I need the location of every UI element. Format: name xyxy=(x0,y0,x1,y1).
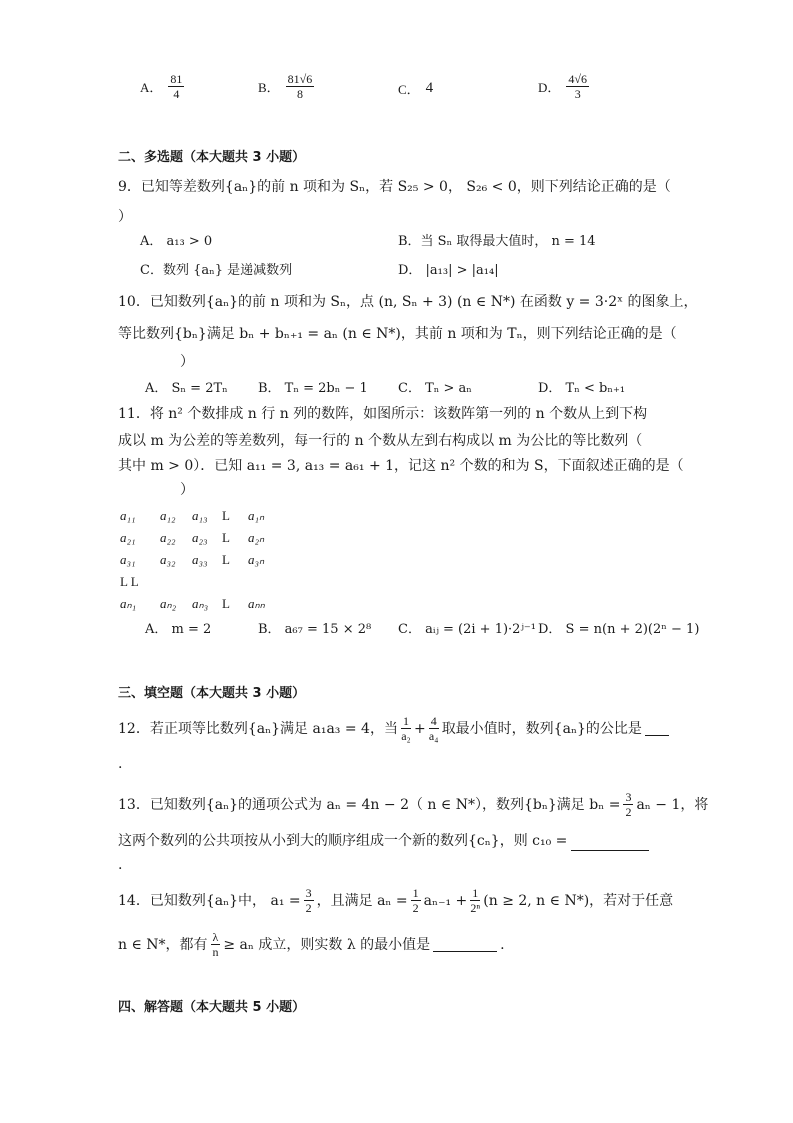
q14-text-mid2: aₙ₋₁ + xyxy=(423,892,468,909)
fraction: $\frac{3}{2}$ xyxy=(625,790,632,819)
q10-option-a: A． Sₙ = 2Tₙ xyxy=(145,381,228,396)
q13-text-line2: 这两个数列的公共项按从小到大的顺序组成一个新的数列{cₙ}，则 c₁₀ = xyxy=(118,833,568,849)
q9-option-d: D． |a₁₃| > |a₁₄| xyxy=(398,263,499,278)
matrix-cell: a₁₃ xyxy=(192,508,208,523)
q12-text-post: 取最小值时，数列{aₙ}的公比是 xyxy=(441,720,642,737)
matrix-cell: L xyxy=(222,552,230,567)
matrix-cell: a₂ₙ xyxy=(248,530,265,545)
matrix-row xyxy=(120,530,280,552)
answer-blank[interactable] xyxy=(571,836,649,851)
matrix-cell: a₂₃ xyxy=(192,530,208,545)
matrix-cell: L xyxy=(222,530,230,545)
fraction: $\frac{1}{\text{2ⁿ}}$ xyxy=(470,886,481,915)
q12-text-pre: 12．若正项等比数列{aₙ}满足 a₁a₃ = 4，当 xyxy=(118,720,398,737)
section-heading-3: 三、填空题（本大题共 3 小题） xyxy=(118,686,306,701)
q14-text-line2-post: ≥ aₙ 成立，则实数 λ 的最小值是 xyxy=(223,936,431,953)
q9-option-c: C．数列 {aₙ} 是递减数列 xyxy=(140,263,293,278)
q14-text-mid: ，且满足 aₙ = xyxy=(316,892,408,909)
q10-option-b: B． Tₙ = 2bₙ − 1 xyxy=(258,381,368,396)
fraction: $\frac{1}{\text{a₂}}$ xyxy=(401,714,411,743)
q13-stem-line1 xyxy=(118,790,708,819)
q9-stem-line1: 9．已知等差数列{aₙ}的前 n 项和为 Sₙ，若 S₂₅ > 0， S₂₆ < 0，则下列结论正确的是（ xyxy=(118,179,671,195)
q13-text-pre: 13．已知数列{aₙ}的通项公式为 aₙ = 4n − 2（ n ∈ N*），数列{bₙ}满足 bₙ = xyxy=(118,796,621,813)
matrix-row xyxy=(120,508,280,530)
q10-option-c: C． Tₙ > aₙ xyxy=(398,381,472,396)
option-b xyxy=(258,72,314,101)
q10-option-d: D． Tₙ < bₙ₊₁ xyxy=(538,381,626,396)
matrix-cell: a₃₃ xyxy=(192,552,208,567)
q14-end: . xyxy=(500,936,505,953)
option-value: 4 xyxy=(425,80,434,96)
q12-stem xyxy=(118,714,669,743)
matrix-cell: aₙ₂ xyxy=(160,596,177,611)
fraction: $\frac{81√6}{8}$ xyxy=(287,72,313,101)
fraction: $\frac{1}{2}$ xyxy=(412,886,419,915)
matrix-row xyxy=(120,552,280,574)
matrix-cell: L xyxy=(222,596,230,611)
fraction: $\frac{4}{\text{a₄}}$ xyxy=(428,714,439,743)
q14-text-post: (n ≥ 2, n ∈ N*)，若对于任意 xyxy=(483,892,674,909)
q11-option-c: C． aᵢⱼ = (2i + 1)·2ʲ⁻¹ xyxy=(398,622,536,637)
q14-text-pre: 14．已知数列{aₙ}中， a₁ = xyxy=(118,892,301,909)
q11-option-b: B． a₆₇ = 15 × 2⁸ xyxy=(258,622,372,637)
plus-sign: + xyxy=(413,720,426,737)
matrix-cell: L xyxy=(222,508,230,523)
q9-option-a: A． a₁₃ > 0 xyxy=(140,234,213,249)
q12-end: . xyxy=(118,756,123,772)
matrix-cell: a₂₂ xyxy=(160,530,176,545)
option-d xyxy=(538,72,589,101)
matrix-cell: a₁₁ xyxy=(120,508,136,523)
fraction: $\frac{4√6}{3}$ xyxy=(568,72,587,101)
option-letter: B． xyxy=(258,80,280,95)
fraction: $\frac{81}{4}$ xyxy=(170,72,183,101)
matrix-cell: aₙ₃ xyxy=(192,596,209,611)
matrix-cell: a₂₁ xyxy=(120,530,136,545)
q9-stem-line2: ） xyxy=(118,209,132,225)
matrix-cell: a₁₂ xyxy=(160,508,176,523)
answer-blank[interactable] xyxy=(645,721,669,736)
matrix-ellipsis: L L xyxy=(120,574,139,589)
section-heading-2: 二、多选题（本大题共 3 小题） xyxy=(118,150,306,165)
matrix-cell: a₃₁ xyxy=(120,552,136,567)
q14-stem-line2 xyxy=(118,930,505,959)
q11-stem-line2: 成以 m 为公差的等差数列，每一行的 n 个数从左到右构成以 m 为公比的等比数列（ xyxy=(118,433,643,449)
q11-option-d: D． S = n(n + 2)(2ⁿ − 1) xyxy=(538,622,700,637)
q13-end: . xyxy=(118,857,123,873)
matrix-cell: a₁ₙ xyxy=(248,508,265,523)
option-letter: A． xyxy=(140,80,163,95)
matrix-cell: a₃ₙ xyxy=(248,552,265,567)
q14-stem-line1 xyxy=(118,886,673,915)
answer-blank[interactable] xyxy=(433,937,497,952)
q13-stem-line2 xyxy=(118,831,649,851)
q9-option-b: B．当 Sₙ 取得最大值时， n = 14 xyxy=(398,234,596,249)
matrix-row xyxy=(120,574,280,596)
option-letter: D． xyxy=(538,80,561,95)
matrix-cell: a₃₂ xyxy=(160,552,176,567)
q10-stem-line1: 10．已知数列{aₙ}的前 n 项和为 Sₙ，点 (n, Sₙ + 3) (n ∈ N*) 在函数 y = 3·2ˣ 的图象上， xyxy=(118,294,698,310)
q10-stem-line3: ） xyxy=(180,354,194,370)
option-letter: C． xyxy=(398,82,420,97)
matrix-cell: aₙ₁ xyxy=(120,596,137,611)
fraction: $\frac{\lambda}{n}$ xyxy=(212,930,219,959)
number-matrix xyxy=(120,508,280,620)
matrix-row xyxy=(120,596,280,618)
q13-text-post: aₙ − 1，将 xyxy=(636,796,709,813)
q11-option-a: A． m = 2 xyxy=(145,622,212,637)
section-heading-4: 四、解答题（本大题共 5 小题） xyxy=(118,1000,306,1015)
q11-stem-line4: ） xyxy=(180,482,194,498)
option-c xyxy=(398,79,433,98)
q11-stem-line1: 11．将 n² 个数排成 n 行 n 列的数阵，如图所示：该数阵第一列的 n 个数从上到下构 xyxy=(118,406,648,422)
q10-stem-line2: 等比数列{bₙ}满足 bₙ + bₙ₊₁ = aₙ (n ∈ N*)，其前 n 项和为 Tₙ，则下列结论正确的是（ xyxy=(118,326,677,342)
matrix-cell: aₙₙ xyxy=(248,596,265,611)
fraction: $\frac{3}{2}$ xyxy=(305,886,312,915)
option-a xyxy=(140,72,184,101)
q14-text-line2-pre: n ∈ N*，都有 xyxy=(118,936,208,953)
q11-stem-line3: 其中 m > 0）．已知 a₁₁ = 3, a₁₃ = a₆₁ + 1，记这 n² 个数的和为 S，下面叙述正确的是（ xyxy=(118,458,684,474)
